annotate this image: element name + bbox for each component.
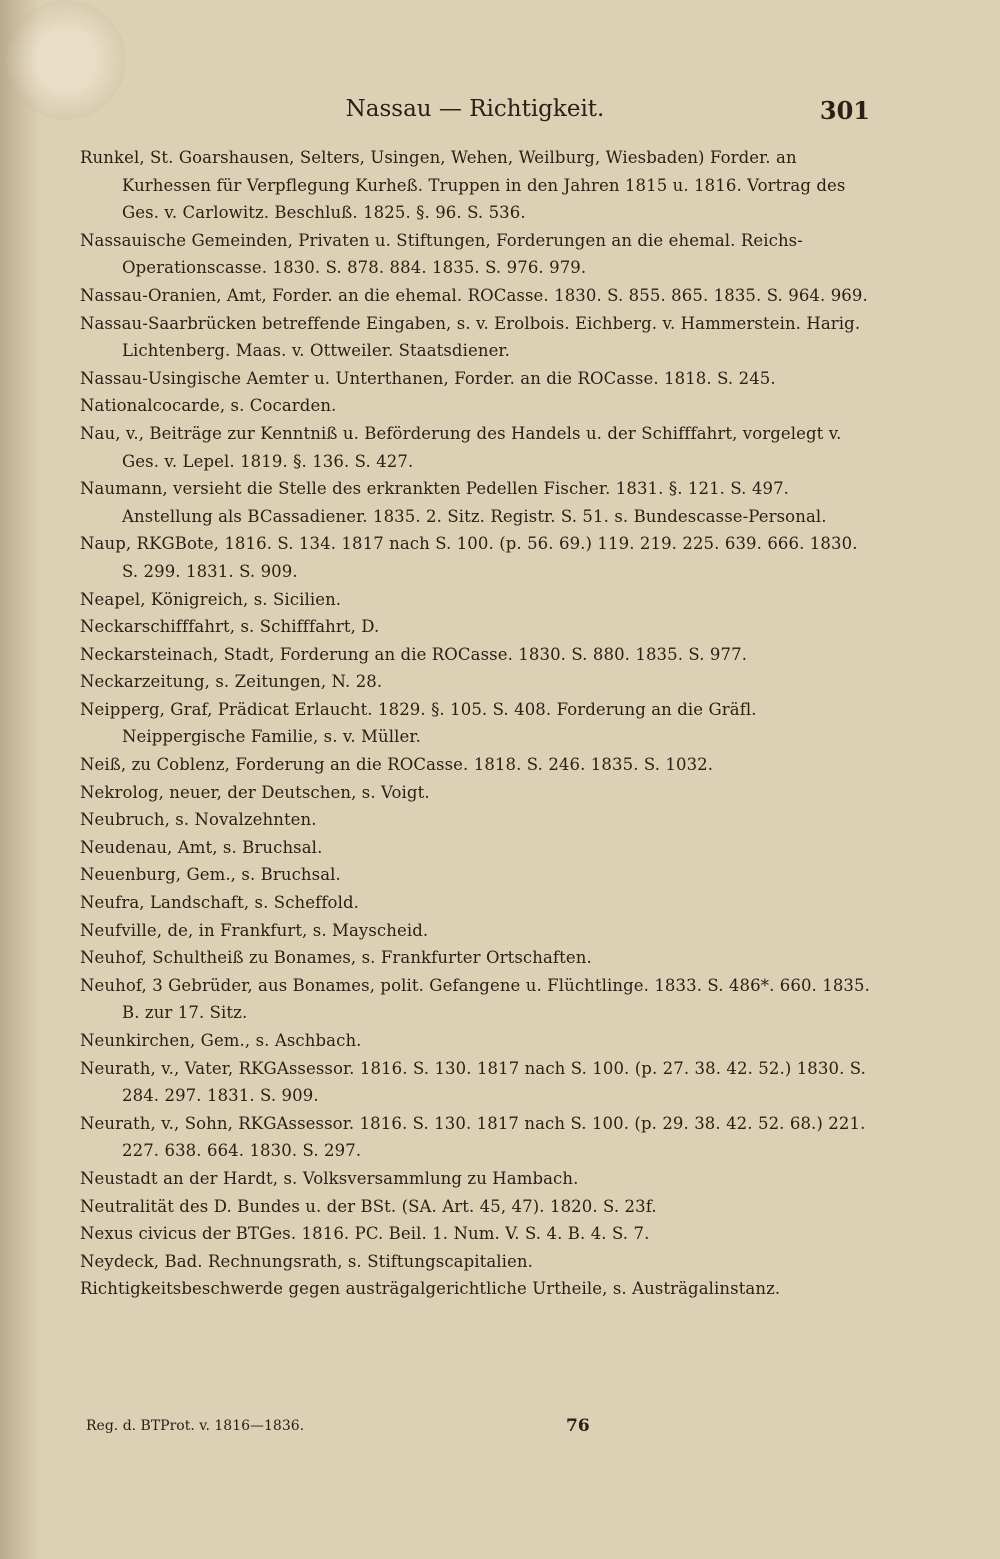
page-footer [86, 1418, 876, 1448]
index-entry: Neufra, Landschaft, s. Scheffold. [80, 893, 359, 913]
index-entry: Nassauische Gemeinden, Privaten u. Stiftungen, Forderungen an die ehemal. Reichs-Operationscasse. 1830. S. 878. 884. 1835. S. 976. 979. [80, 230, 803, 278]
signature-mark: 76 [566, 1416, 590, 1436]
index-entry: Naup, RKGBote, 1816. S. 134. 1817 nach S. 100. (p. 56. 69.) 119. 219. 225. 639. 666. 1830. S. 299. 1831. S. 909. [80, 534, 858, 581]
index-entry: Neubruch, s. Novalzehnten. [80, 810, 317, 830]
index-entry: Neufville, de, in Frankfurt, s. Mayscheid. [80, 920, 429, 940]
index-entry: Nekrolog, neuer, der Deutschen, s. Voigt. [80, 782, 430, 802]
index-entry: Neudenau, Amt, s. Bruchsal. [80, 837, 323, 857]
index-entry: Neipperg, Graf, Prädicat Erlaucht. 1829. §. 105. S. 408. Forderung an die Gräfl. Neippergische Familie, s. v. Müller. [80, 699, 757, 747]
index-entry: Neurath, v., Vater, RKGAssessor. 1816. S. 130. 1817 nach S. 100. (p. 27. 38. 42. 52.) 1830. S. 284. 297. 1831. S. 909. [80, 1058, 866, 1106]
index-entry: Neunkirchen, Gem., s. Aschbach. [80, 1031, 362, 1050]
index-entry: Nassau-Usingische Aemter u. Unterthanen, Forder. an die ROCasse. 1818. S. 245. [80, 368, 776, 388]
index-entry: Neustadt an der Hardt, s. Volksversammlung zu Hambach. [80, 1168, 579, 1188]
index-entry: Nexus civicus der BTGes. 1816. PC. Beil. 1. Num. V. S. 4. B. 4. S. 7. [80, 1224, 650, 1244]
page-header [80, 92, 870, 132]
running-title: Nassau — Richtigkeit. [345, 96, 605, 122]
index-entry: Neutralität des D. Bundes u. der BSt. (SA. Art. 45, 47). 1820. S. 23f. [80, 1196, 657, 1216]
page-number: 301 [819, 96, 870, 125]
index-entry: Nau, v., Beiträge zur Kenntniß u. Beförderung des Handels u. der Schifffahrt, vorgelegt v. Ges. v. Lepel. 1819. §. 136. S. 427. [80, 423, 842, 471]
binding-shadow [0, 0, 40, 1559]
index-entry: Runkel, St. Goarshausen, Selters, Usingen, Wehen, Weilburg, Wiesbaden) Forder. an Kurhessen für Verpflegung Kurheß. Truppen in den Jahren 1815 u. 1816. Vortrag des Ges. v. Carlowitz. Beschluß. 1825. §. 96. S. 536. [80, 148, 846, 223]
index-entry: Neurath, v., Sohn, RKGAssessor. 1816. S. 130. 1817 nach S. 100. (p. 29. 38. 42. 52. 68.) 221. 227. 638. 664. 1830. S. 297. [80, 1113, 866, 1161]
index-entry: Naumann, versieht die Stelle des erkrankten Pedellen Fischer. 1831. §. 121. S. 497. Anstellung als BCassadiener. 1835. 2. Sitz. Registr. S. 51. s. Bundescasse-Personal. [80, 479, 827, 526]
index-entry: Nassau-Oranien, Amt, Forder. an die ehemal. ROCasse. 1830. S. 855. 865. 1835. S. 964. 969. [80, 285, 868, 305]
index-entry: Neuenburg, Gem., s. Bruchsal. [80, 865, 341, 885]
index-entry: Neuhof, 3 Gebrüder, aus Bonames, polit. Gefangene u. Flüchtlinge. 1833. S. 486*. 660. 1835. B. zur 17. Sitz. [80, 975, 870, 1023]
index-entry: Neckarschifffahrt, s. Schifffahrt, D. [80, 617, 380, 637]
index-entry: Neapel, Königreich, s. Sicilien. [80, 589, 342, 609]
index-entry: Nationalcocarde, s. Cocarden. [80, 396, 337, 416]
index-entry: Neuhof, Schultheiß zu Bonames, s. Frankfurter Ortschaften. [80, 948, 592, 968]
index-entry: Neiß, zu Coblenz, Forderung an die ROCasse. 1818. S. 246. 1835. S. 1032. [80, 755, 714, 775]
index-entry: Neckarzeitung, s. Zeitungen, N. 28. [80, 672, 383, 692]
footer-reference: Reg. d. BTProt. v. 1816—1836. [86, 1418, 305, 1434]
index-entry: Richtigkeitsbeschwerde gegen austrägalgerichtliche Urtheile, s. Austrägalinstanz. [80, 1279, 781, 1299]
index-entry: Neydeck, Bad. Rechnungsrath, s. Stiftungscapitalien. [80, 1251, 533, 1271]
index-entry: Nassau-Saarbrücken betreffende Eingaben, s. v. Erolbois. Eichberg. v. Hammerstein. Harig. Lichtenberg. Maas. v. Ottweiler. Staatsdiener. [80, 313, 861, 361]
index-entries [80, 144, 870, 1303]
index-entry: Neckarsteinach, Stadt, Forderung an die ROCasse. 1830. S. 880. 1835. S. 977. [80, 644, 748, 664]
